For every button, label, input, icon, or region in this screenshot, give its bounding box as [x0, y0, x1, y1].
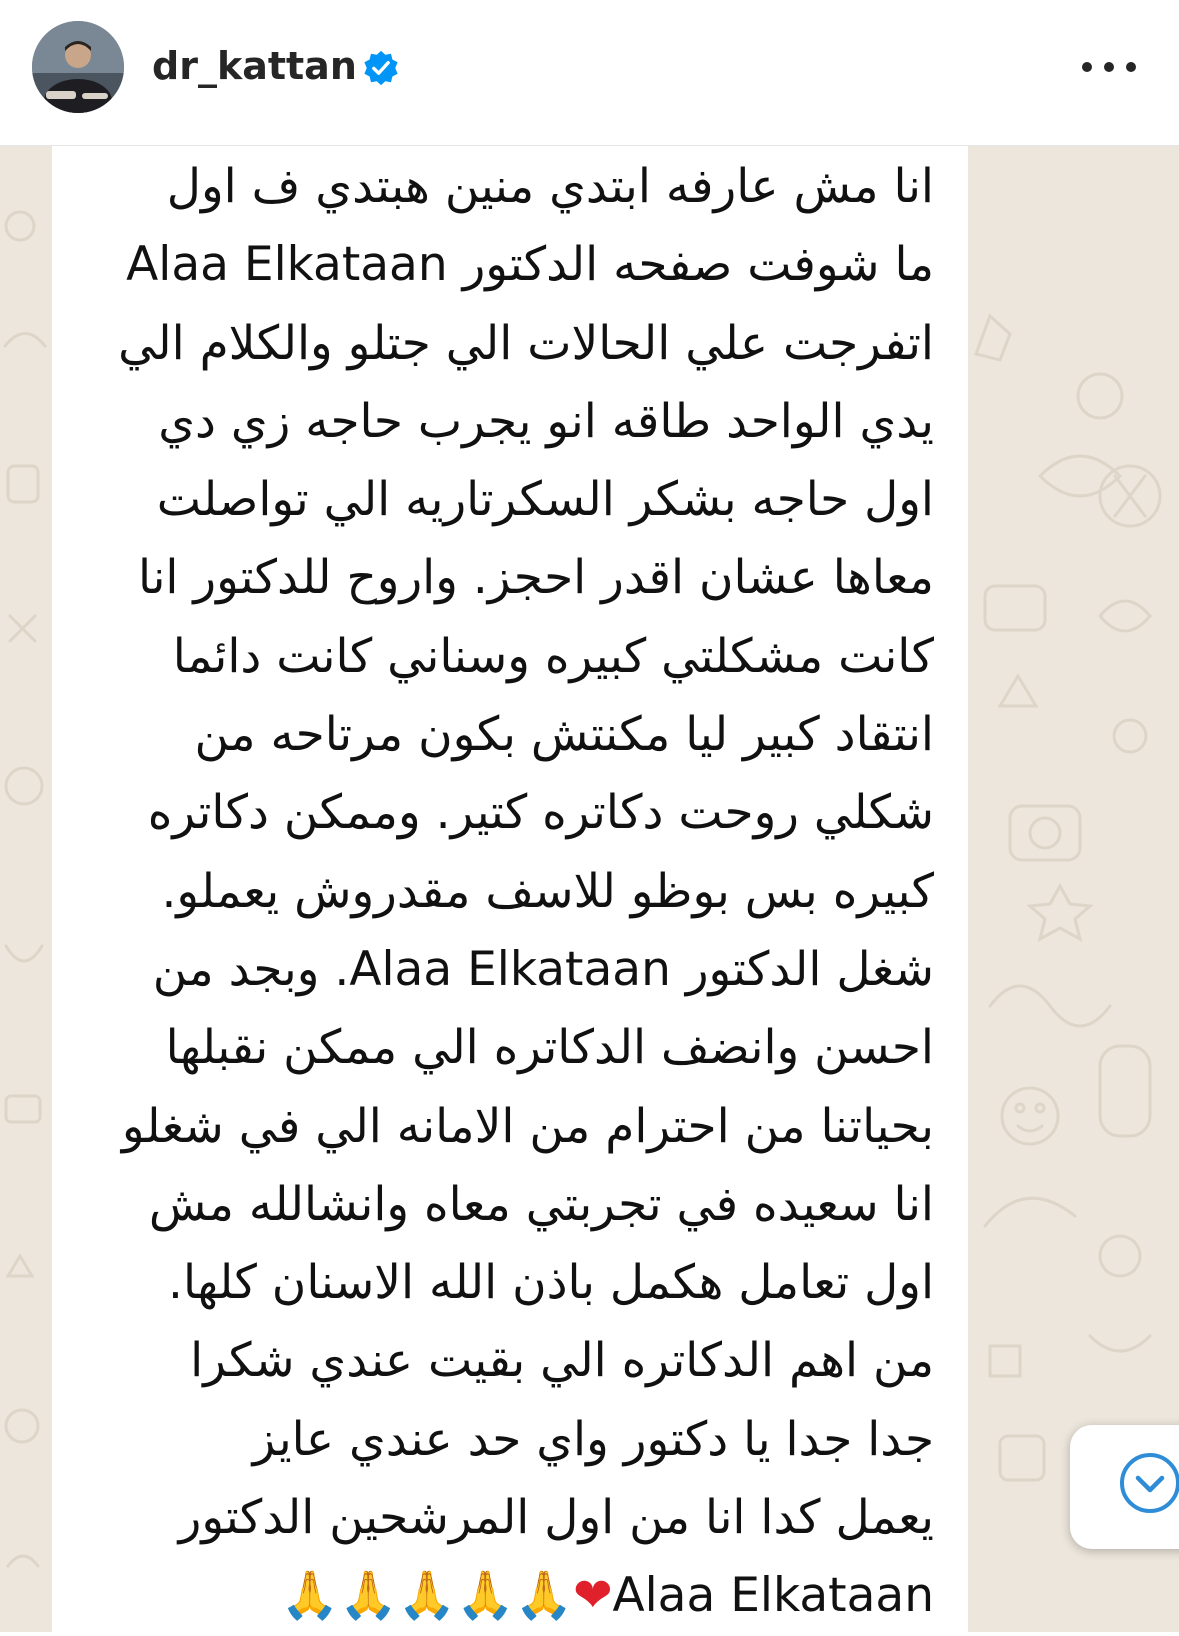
message-line: كبيره بس بوظو للاسف مقدروش يعملو. — [161, 863, 934, 919]
message-line: انتقاد كبير ليا مكنتش بكون مرتاحه من — [194, 707, 934, 763]
verified-badge-icon — [362, 49, 400, 87]
doctor-name: Alaa Elkataan — [612, 1568, 934, 1624]
message-line: يدي الواحد طاقه انو يجرب حاجه زي دي — [158, 393, 934, 449]
post-header — [0, 0, 1179, 146]
message-text — [82, 148, 934, 1636]
message-line: يعمل كدا انا من اول المرشحين الدكتور — [178, 1490, 934, 1546]
username[interactable]: dr_kattan — [152, 44, 357, 88]
praying-hands-emoji: 🙏🙏🙏🙏🙏 — [280, 1568, 574, 1624]
avatar[interactable] — [32, 21, 124, 113]
message-line: اول حاجه بشكر السكرتاريه الي تواصلت — [156, 472, 934, 528]
message-line: شغل الدكتور Alaa Elkataan. وبجد من — [152, 941, 934, 997]
chevron-down-icon — [1118, 1451, 1179, 1515]
message-line: من اهم الدكاتره الي بقيت عندي شكرا — [190, 1333, 934, 1389]
message-line: كانت مشكلتي كبيره وسناني كانت دائما — [172, 628, 934, 684]
message-line: معاها عشان اقدر احجز. واروح للدكتور انا — [138, 550, 934, 606]
message-line: اول تعامل هكمل باذن الله الاسنان كلها. — [168, 1255, 934, 1311]
message-line: بحياتنا من احترام من الامانه الي في شغلو — [121, 1098, 934, 1154]
heart-emoji: ❤ — [573, 1568, 613, 1624]
more-options-icon[interactable] — [1080, 55, 1142, 79]
message-line: ما شوفت صفحه الدكتور Alaa Elkataan — [126, 237, 934, 293]
message-line-signature — [82, 1557, 934, 1635]
message-line: اتفرجت علي الحالات الي جتلو والكلام الي — [118, 315, 934, 371]
message-line: جدا جدا يا دكتور واي حد عندي عايز — [252, 1411, 934, 1467]
message-line: شكلي روحت دكاتره كتير. وممكن دكاتره — [147, 785, 934, 841]
message-line: انا سعيده في تجربتي معاه وانشالله مش — [148, 1176, 934, 1232]
message-line: انا مش عارفه ابتدي منين هبتدي ف اول — [166, 159, 934, 214]
message-line: احسن وانضف الدكاتره الي ممكن نقبلها — [165, 1020, 934, 1076]
scroll-down-button[interactable] — [1070, 1425, 1179, 1549]
